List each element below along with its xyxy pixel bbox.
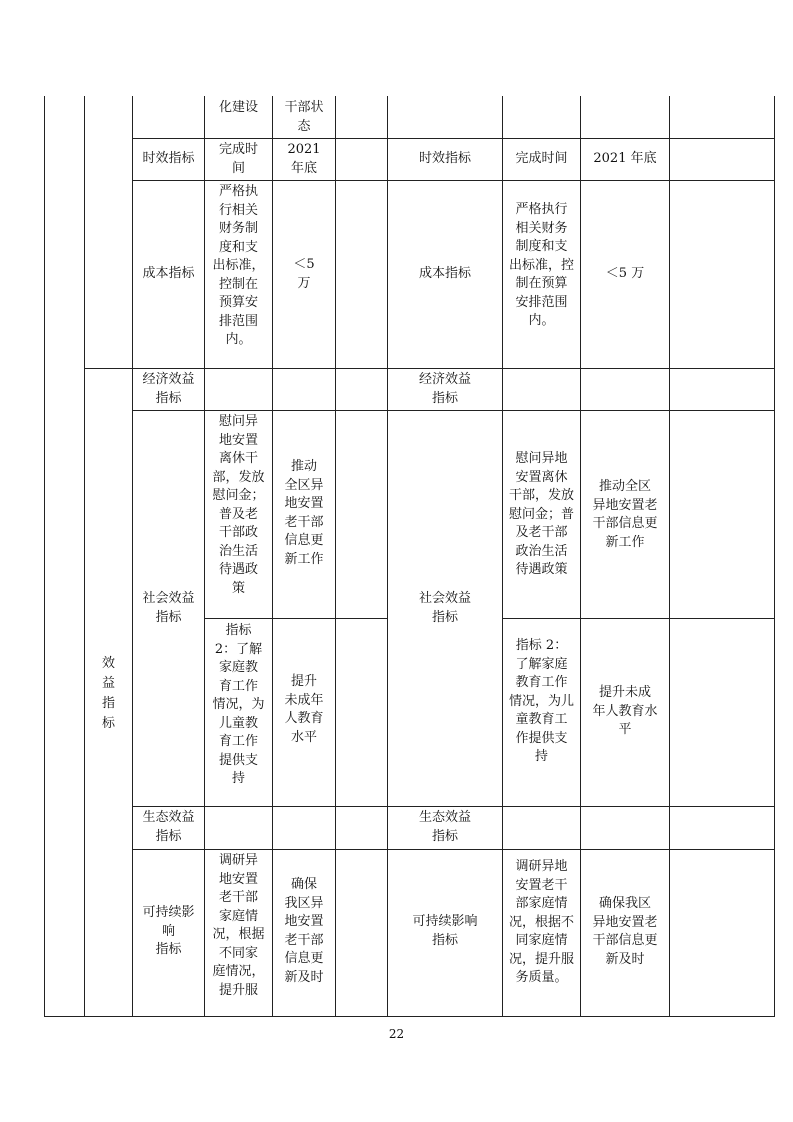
grid-line [44,1016,775,1017]
grid-line [84,96,85,1017]
time-right-content: 完成时间 [515,151,568,166]
cost-left-content: 严格执 行相关 财务制 度和支 出标准， 控制在 预算安 排范围 内。 [212,184,265,347]
eco-right-label: 生态效益 指标 [418,810,471,844]
grid-line [335,96,336,1017]
grid-line [132,138,775,139]
econ-right-label: 经济效益 指标 [418,372,471,406]
social-sub1-right-content: 慰问异地 安置离休 干部，发放 慰问金；普 及老干部 政治生活 待遇政策 [508,451,574,577]
hua-left-content: 化建设 [218,100,258,115]
benefit-indicator-label: 效 益 指 标 [101,656,115,731]
eco-left-label: 生态效益 指标 [142,810,195,844]
social-right-label: 社会效益 指标 [418,591,471,625]
hua-left-value: 干部状 态 [284,100,324,134]
grid-line [132,180,775,181]
grid-line [774,96,775,1017]
grid-line [669,96,670,1017]
grid-line [387,96,388,1017]
social-sub2-right-content: 指标 2： 了解家庭 教育工作 情况，为儿 童教育工 作提供支 持 [508,638,574,764]
grid-line [44,96,45,1017]
social-sub2-right-value: 提升未成 年人教育水 平 [592,685,658,737]
time-right-value: 2021 年底 [593,151,657,166]
social-sub1-left-content: 慰问异 地安置 离休干 部，发放 慰问金； 普及老 干部政 治生活 待遇政 策 [212,414,265,596]
grid-line [132,849,775,850]
time-left-label: 时效指标 [142,151,195,166]
time-right-label: 时效指标 [418,151,471,166]
sustain-left-content: 调研异 地安置 老干部 家庭情 况，根据 不同家 庭情况， 提升服 [212,853,265,998]
grid-line [84,368,775,369]
social-sub1-left-value: 推动 全区异 地安置 老干部 信息更 新工作 [284,459,324,567]
time-left-value: 2021 年底 [287,142,321,176]
grid-line [132,96,133,1017]
grid-line [132,806,775,807]
cost-left-label: 成本指标 [142,266,195,281]
grid-line [204,618,387,619]
sustain-right-content: 调研异地 安置老干 部家庭情 况，根据不 同家庭情 况，提升服 务质量。 [508,859,574,985]
social-sub1-right-value: 推动全区 异地安置老 干部信息更 新工作 [592,479,658,550]
time-left-content: 完成时 间 [218,142,258,176]
econ-left-label: 经济效益 指标 [142,372,195,406]
sustain-left-value: 确保 我区异 地安置 老干部 信息更 新及时 [284,877,324,985]
sustain-left-label: 可持续影 响 指标 [142,905,195,957]
social-sub2-left-content: 指标 2：了解 家庭教 育工作 情况，为 儿童教 育工作 提供支 持 [212,623,265,786]
sustain-right-label: 可持续影响 指标 [412,914,478,948]
grid-line [580,96,581,1017]
sustain-right-value: 确保我区 异地安置老 干部信息更 新及时 [592,896,658,967]
grid-line [132,410,775,411]
social-sub2-left-value: 提升 未成年 人教育 水平 [284,674,324,745]
page-number: 22 [388,1027,405,1041]
cost-left-value: ＜5 万 [293,257,315,291]
grid-line [502,618,775,619]
cost-right-label: 成本指标 [418,266,471,281]
cost-right-content: 严格执行 相关财务 制度和支 出标准，控 制在预算 安排范围 内。 [508,202,574,328]
cost-right-value: ＜5 万 [605,266,645,281]
social-left-label: 社会效益 指标 [142,591,195,625]
